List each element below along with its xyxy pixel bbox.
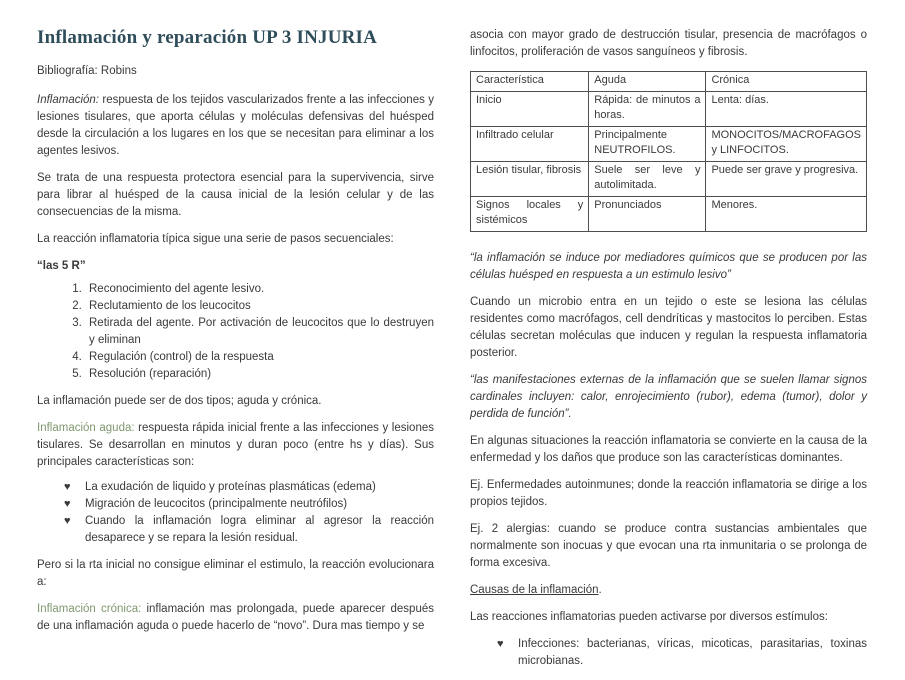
list-item: 2. Reclutamiento de los leucocitos: [85, 298, 434, 315]
quote-mediadores: “la inflamación se induce por mediadores químicos que se producen por las células huésped en respuesta a un estimulo lesivo”: [470, 252, 867, 281]
paragraph-pasos: La reacción inflamatoria típica sigue una serie de pasos secuenciales:: [37, 233, 394, 245]
heart-bullet-icon: ♥: [497, 638, 504, 650]
list-item: 1. Reconocimiento del agente lesivo.: [85, 281, 434, 298]
bullet-text: La exudación de liquido y proteínas plasmáticas (edema): [85, 481, 376, 493]
acute-term: Inflamación aguda:: [37, 422, 135, 434]
causes-heading-period: .: [598, 584, 602, 596]
comparison-table: [470, 71, 867, 232]
document-title: Inflamación y reparación UP 3 INJURIA: [37, 27, 378, 48]
table-header-cell: Crónica: [706, 72, 867, 92]
bullet-text: Cuando la inflamación logra eliminar al agresor la reacción desaparece y se repara la lesión residual.: [85, 515, 434, 544]
paragraph-continuation: asocia con mayor grado de destrucción tisular, presencia de macrófagos o linfocitos, proliferación de vasos sanguíneos y fibrosis.: [470, 29, 867, 58]
table-cell: Lesión tisular, fibrosis: [471, 162, 589, 197]
paragraph-estimulos: Las reacciones inflamatorias pueden activarse por diversos estímulos:: [470, 611, 828, 623]
table-row: [471, 127, 867, 162]
table-cell: Puede ser grave y progresiva.: [706, 162, 867, 197]
table-cell: Principalmente NEUTROFILOS.: [589, 127, 706, 162]
causes-heading: [470, 582, 867, 599]
causes-heading-text: Causas de la inflamación: [470, 584, 599, 596]
heading-las-5r: “las 5 R”: [37, 260, 86, 272]
definition-term: Inflamación:: [37, 94, 100, 106]
table-cell: Pronunciados: [589, 197, 706, 232]
list-item: [64, 496, 434, 513]
steps-list: [37, 281, 434, 383]
list-item: 3. Retirada del agente. Por activación de leucocitos que lo destruyen y eliminan: [85, 315, 434, 349]
table-row: [471, 92, 867, 127]
paragraph-microbio: Cuando un microbio entra en un tejido o este se lesiona las células residentes como macrófagos, cell dendríticas y mastocitos lo perciben. Estas células secretan moléculas que inducen y regulan la respuesta inflamatoria posterior.: [470, 296, 867, 359]
chronic-paragraph: [37, 601, 434, 635]
paragraph-ej-alergias: Ej. 2 alergias: cuando se produce contra sustancias ambientales que normalmente son inocuas y que evocan una rta inmunitaria o se prolonga de forma excesiva.: [470, 523, 867, 569]
acute-paragraph: [37, 420, 434, 471]
bibliography-line: Bibliografía: Robins: [37, 65, 137, 77]
table-cell: Infiltrado celular: [471, 127, 589, 162]
definition-paragraph: [37, 92, 434, 160]
paragraph-pero: Pero si la rta inicial no consigue eliminar el estimulo, la reacción evolucionara a:: [37, 559, 434, 588]
acute-bullet-list: [37, 479, 434, 547]
table-row: [471, 197, 867, 232]
bullet-text: Migración de leucocitos (principalmente neutrófilos): [85, 498, 348, 510]
table-cell: Lenta: días.: [706, 92, 867, 127]
table-cell: Rápida: de minutos a horas.: [589, 92, 706, 127]
heart-bullet-icon: ♥: [64, 515, 71, 527]
chronic-term: Inflamación crónica:: [37, 603, 142, 615]
paragraph-situaciones: En algunas situaciones la reacción inflamatoria se convierte en la causa de la enfermedad y los daños que produce son las características dominantes.: [470, 435, 867, 464]
list-item: [64, 479, 434, 496]
definition-text: respuesta de los tejidos vascularizados frente a las infecciones y lesiones tisulares, que aporta células y moléculas defensivas del huésped desde la circulación a los lugares en los que se necesitan para eliminar a los agentes lesivos.: [37, 94, 434, 157]
table-row: [471, 162, 867, 197]
left-column: [37, 27, 434, 680]
heart-bullet-icon: ♥: [64, 481, 71, 493]
bullet-text: Infecciones: bacterianas, víricas, micoticas, parasitarias, toxinas microbianas.: [518, 638, 867, 667]
heart-bullet-icon: ♥: [64, 498, 71, 510]
right-column: [470, 27, 867, 680]
table-header-row: [471, 72, 867, 92]
table-cell: Menores.: [706, 197, 867, 232]
table-header-cell: Aguda: [589, 72, 706, 92]
list-item: [64, 513, 434, 547]
table-cell: Signos locales y sistémicos: [471, 197, 589, 232]
chronic-text: inflamación mas prolongada, puede aparecer después de una inflamación aguda o puede hacerlo de “novo”. Dura mas tiempo y se: [37, 603, 434, 632]
causes-bullet-list: [470, 636, 867, 670]
quote-signos-cardinales: “las manifestaciones externas de la inflamación que se suelen llamar signos cardinales incluyen: calor, enrojecimiento (rubor), edema (tumor), dolor y perdida de función”.: [470, 374, 867, 420]
table-cell: Inicio: [471, 92, 589, 127]
list-item: 4. Regulación (control) de la respuesta: [85, 349, 434, 366]
table-cell: MONOCITOS/MACROFAGOS y LINFOCITOS.: [706, 127, 867, 162]
paragraph-dos-tipos: La inflamación puede ser de dos tipos; aguda y crónica.: [37, 395, 322, 407]
paragraph-ej-autoinmunes: Ej. Enfermedades autoinmunes; donde la reacción inflamatoria se dirige a los propios tejidos.: [470, 479, 867, 508]
paragraph-protectora: Se trata de una respuesta protectora esencial para la supervivencia, sirve para librar al huésped de la causa inicial de la lesión celular y de las consecuencias de la misma.: [37, 172, 434, 218]
acute-text: respuesta rápida inicial frente a las infecciones y lesiones tisulares. Se desarrollan en minutos y duran poco (entre hs y días). Sus principales características son:: [37, 422, 434, 468]
list-item: 5. Resolución (reparación): [85, 366, 434, 383]
table-cell: Suele ser leve y autolimitada.: [589, 162, 706, 197]
list-item: [497, 636, 867, 670]
table-header-cell: Característica: [471, 72, 589, 92]
